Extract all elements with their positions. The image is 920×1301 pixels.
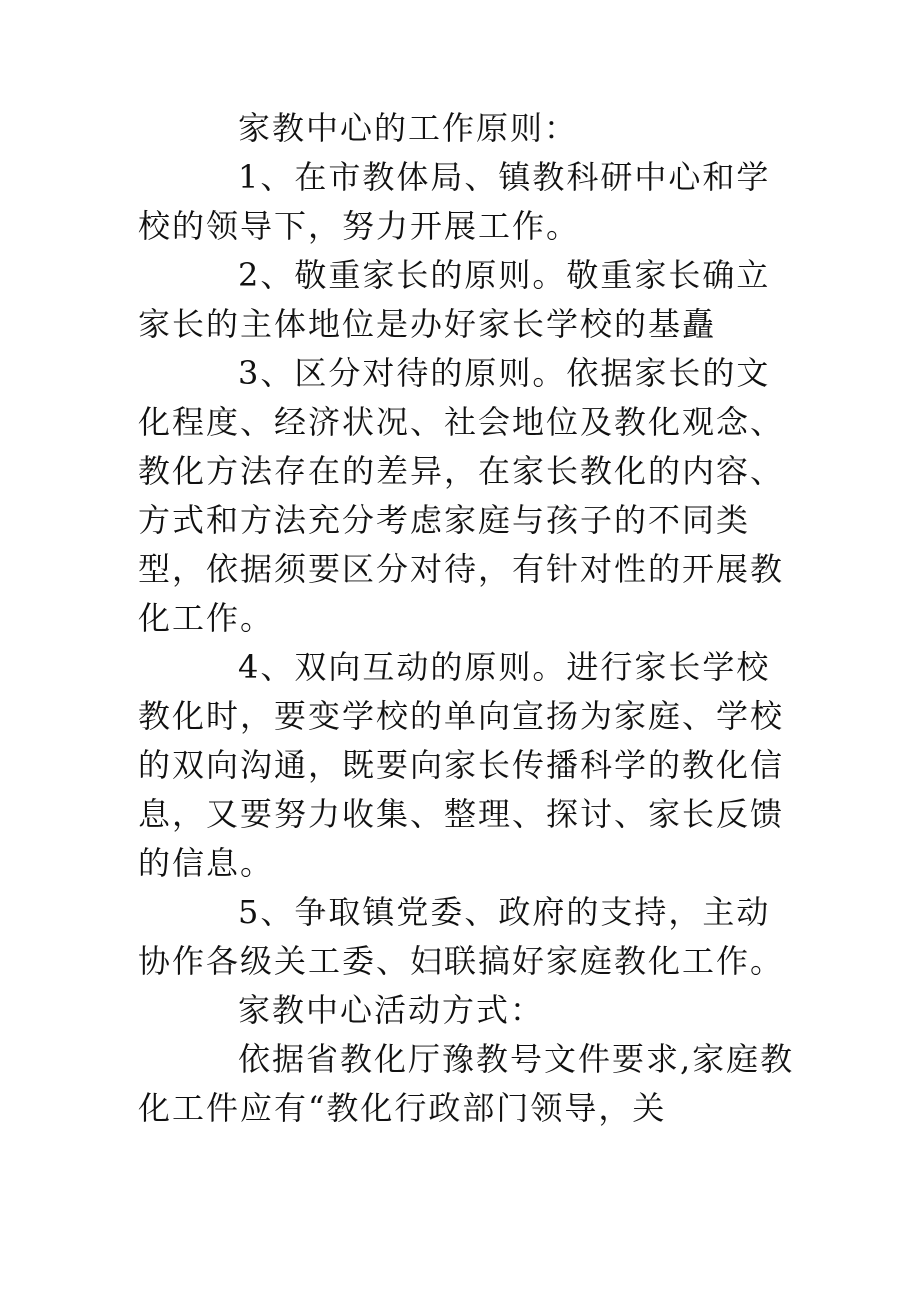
paragraph-principle-1: 1、在市教体局、镇教科研中心和学校的领导下，努力开展工作。	[138, 158, 771, 245]
paragraph-activities: 依据省教化厅豫教号文件要求,家庭教化工件应有“教化行政部门领导，关	[138, 1040, 795, 1127]
document-body	[138, 104, 798, 1133]
paragraph-principle-3: 3、区分对待的原则。依据家长的文化程度、经济状况、社会地位及教化观念、教化方法存在的差异，在家长教化的内容、方式和方法充分考虑家庭与孩子的不同类型，依据须要区分对待，有针对性的开展教化工作。	[138, 354, 785, 637]
section-heading-activities: 家教中心活动方式：	[238, 991, 545, 1029]
paragraph-principle-5: 5、争取镇党委、政府的支持，主动协作各级关工委、妇联搞好家庭教化工作。	[138, 893, 785, 980]
paragraph-principle-2: 2、敬重家长的原则。敬重家长确立家长的主体地位是办好家长学校的基矗	[138, 256, 771, 343]
paragraph-principle-4: 4、双向互动的原则。进行家长学校教化时，要变学校的单向宣扬为家庭、学校的双向沟通，既要向家长传播科学的教化信息，又要努力收集、整理、探讨、家长反馈的信息。	[138, 648, 785, 882]
section-heading-principles: 家教中心的工作原则：	[238, 109, 579, 147]
